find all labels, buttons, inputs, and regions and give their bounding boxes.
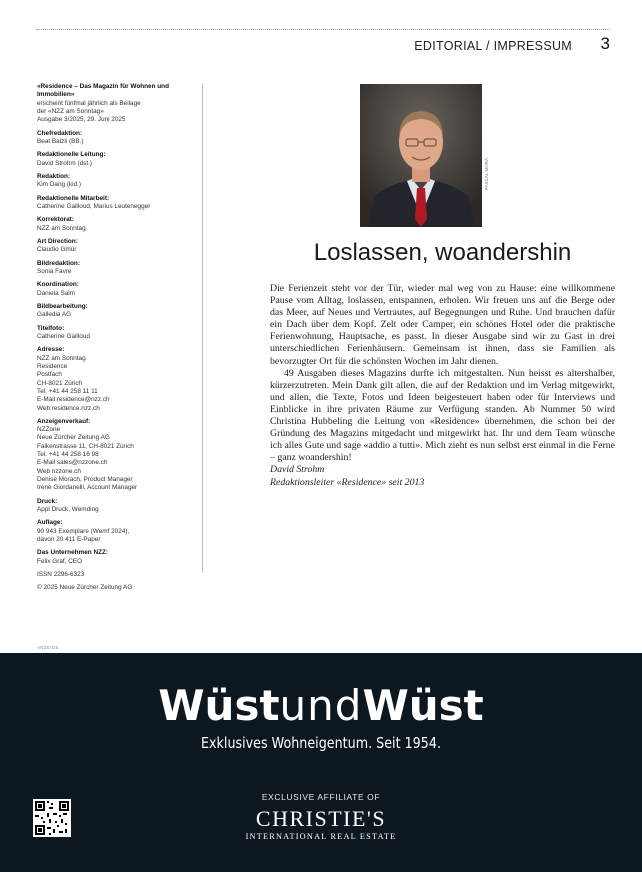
impressum-label: Bildbearbeitung:: [37, 302, 88, 310]
signature-title: Redaktionsleiter «Residence» seit 2013: [270, 476, 425, 488]
impressum-label: Redaktion:: [37, 172, 71, 180]
impressum-block: [37, 325, 197, 342]
brand-part: Wüst: [362, 681, 484, 730]
impressum-block: [37, 195, 197, 212]
impressum-label: Redaktionelle Mitarbeit:: [37, 194, 110, 202]
impressum-value: Catherine Gailloud: [37, 332, 90, 340]
impressum-label: Redaktionelle Leitung:: [37, 151, 106, 159]
signature-name: David Strohm: [270, 464, 325, 476]
impressum-value: Beat Balzli (BB.): [37, 137, 84, 145]
impressum-block: [37, 498, 197, 515]
impressum-block: [37, 519, 197, 544]
top-rule: [36, 29, 610, 30]
impressum-value: Appl Druck, Wemding: [37, 506, 99, 514]
ad-label: ANZEIGE: [37, 645, 59, 650]
impressum-label: Das Unternehmen NZZ:: [37, 549, 109, 557]
impressum-value: Catherine Gailloud, Marius Leutenegger: [37, 202, 151, 210]
advertisement[interactable]: [0, 653, 642, 872]
impressum-block: [37, 173, 197, 190]
impressum-block: [37, 549, 197, 566]
impressum-value: 90 943 Exemplare (Wemf 2024),: [37, 527, 130, 535]
author-portrait: [360, 84, 482, 227]
ad-affiliate-text: EXCLUSIVE AFFILIATE OF: [261, 792, 381, 802]
editorial-headline: Loslassen, woandershin: [313, 239, 572, 266]
impressum-value: E-Mail sales@nzzone.ch: [37, 459, 108, 467]
impressum-label: Koordination:: [37, 281, 79, 289]
section-label: EDITORIAL / IMPRESSUM: [414, 39, 572, 53]
impressum-label: Chefredaktion:: [37, 129, 83, 137]
impressum-value: davon 20 411 E-Paper: [37, 536, 101, 544]
editorial-paragraph: 49 Ausgaben dieses Magazins durfte ich mitgestalten. Nun heisst es altershalber, kürzerzutreten. Mein Dank gilt allen, die auf der Redaktion und im Verlag mitgewirkt, und allen, die Texte, Fotos und Ideen beigesteuert haben oder für Interviews und Einblicke in ihre privaten Räume zur Verfügung standen. Ab Nummer 50 wird Christina Hubbeling die Leitung von «Residence» übernehmen, die schon bei der Gründung des Magazins mitgedacht und mitgewirkt hat. Ihr und dem Team wünsche ich alles Gute und sage «addio a tutti». Mich zieht es nun selbst erst einmal in die Ferne – ganz woandershin!: [270, 367, 615, 464]
impressum-label: Anzeigenverkauf:: [37, 417, 91, 425]
impressum-value: Falkenstrasse 11, CH-8021 Zürich: [37, 442, 134, 450]
impressum-value: Denise Morach, Product Manager: [37, 476, 133, 484]
impressum-value: David Strohm (dst.): [37, 159, 93, 167]
impressum-value: Web nzzone.ch: [37, 467, 81, 475]
impressum-value: Daniela Salm: [37, 289, 76, 297]
impressum-value: E-Mail residence@nzz.ch: [37, 396, 110, 404]
impressum-label: Art Direction:: [37, 237, 78, 245]
editorial-body: [270, 283, 615, 489]
impressum-value: Sonia Favre: [37, 267, 72, 275]
impressum-value: Felix Graf, CEO: [37, 557, 83, 565]
impressum-value: NZZone: [37, 426, 61, 434]
christies-logo: CHRISTIE'S: [255, 806, 387, 831]
impressum-value: CH-8021 Zürich: [37, 379, 83, 387]
impressum-value: Claudio Gmür: [37, 246, 77, 254]
editorial-paragraph: Die Ferienzeit steht vor der Tür, wieder mal weg von zu Hause: eine willkommene Pause vom Alltag, loslassen, entspannen, erholen. Wir freuen uns auf die Berge oder das Meer, auf Neues und Vertrautes, auf Begegnungen und Ruhe. Und brauchen dafür ein Dach über dem Kopf. Zelt oder Camper, ein schönes Hotel oder die praktische Ferienwohnung, Hauptsache, es passt. In dieser Ausgabe sind wir zu Gast in drei unterschiedlichen Ferienhäusern. Gemeinsam ist ihnen, dass sie Familien als bevorzugter Ort für die schönsten Wochen im Jahr dienen.: [270, 283, 615, 367]
impressum-block: [37, 151, 197, 168]
impressum-label: Bildredaktion:: [37, 259, 80, 267]
christies-subtitle: INTERNATIONAL REAL ESTATE: [245, 832, 397, 841]
impressum-intro: [37, 83, 197, 125]
page-number: 3: [600, 34, 610, 53]
impressum-block: [37, 238, 197, 255]
impressum-label: Titelfoto:: [37, 324, 65, 332]
impressum-value: Tel. +41 44 258 16 98: [37, 451, 99, 459]
impressum-block: [37, 346, 197, 413]
ad-brand-logo: [0, 681, 642, 730]
impressum-value: Irene Giordanelli, Account Manager: [37, 484, 138, 492]
ad-tagline: Exklusives Wohneigentum. Seit 1954.: [200, 734, 441, 752]
impressum-label: Adresse:: [37, 346, 65, 354]
impressum-label: Druck:: [37, 497, 58, 505]
impressum-intro-line: Ausgabe 3/2025, 29. Juni 2025: [37, 116, 126, 124]
portrait-illustration: [360, 84, 482, 227]
impressum-value: NZZ am Sonntag: [37, 354, 86, 362]
impressum-intro-line: der «NZZ am Sonntag»: [37, 107, 104, 115]
impressum-value: Residence: [37, 362, 68, 370]
impressum-label: Korrektorat:: [37, 216, 74, 224]
impressum-block: [37, 303, 197, 320]
impressum-value: Neue Zürcher Zeitung AG: [37, 434, 110, 442]
impressum-copyright: © 2025 Neue Zürcher Zeitung AG: [37, 584, 133, 592]
impressum-value: NZZ am Sonntag: [37, 224, 86, 232]
impressum-sidebar: [37, 83, 197, 593]
impressum-intro-title: «Residence – Das Magazin für Wohnen und Immobilien»: [37, 83, 169, 99]
impressum-issn: ISSN 2296-6323: [37, 571, 85, 579]
impressum-value: Kim Dang (kid.): [37, 181, 82, 189]
impressum-label: Auflage:: [37, 519, 63, 527]
impressum-value: Tel. +41 44 258 11 11: [37, 387, 98, 395]
impressum-blocks: [37, 130, 197, 566]
impressum-intro-line: erscheint fünfmal jährlich als Beilage: [37, 99, 141, 107]
impressum-block: [37, 130, 197, 147]
brand-part: und: [279, 681, 363, 730]
impressum-block: [37, 418, 197, 493]
impressum-block: [37, 281, 197, 298]
impressum-value: Galledia AG: [37, 311, 72, 319]
impressum-block: [37, 216, 197, 233]
photo-credit: PASCAL MORA: [484, 157, 489, 190]
brand-part: Wüst: [158, 681, 280, 730]
impressum-block: [37, 260, 197, 277]
impressum-value: Postfach: [37, 371, 62, 379]
column-divider: [202, 83, 203, 573]
impressum-value: Web residence.nzz.ch: [37, 404, 100, 412]
